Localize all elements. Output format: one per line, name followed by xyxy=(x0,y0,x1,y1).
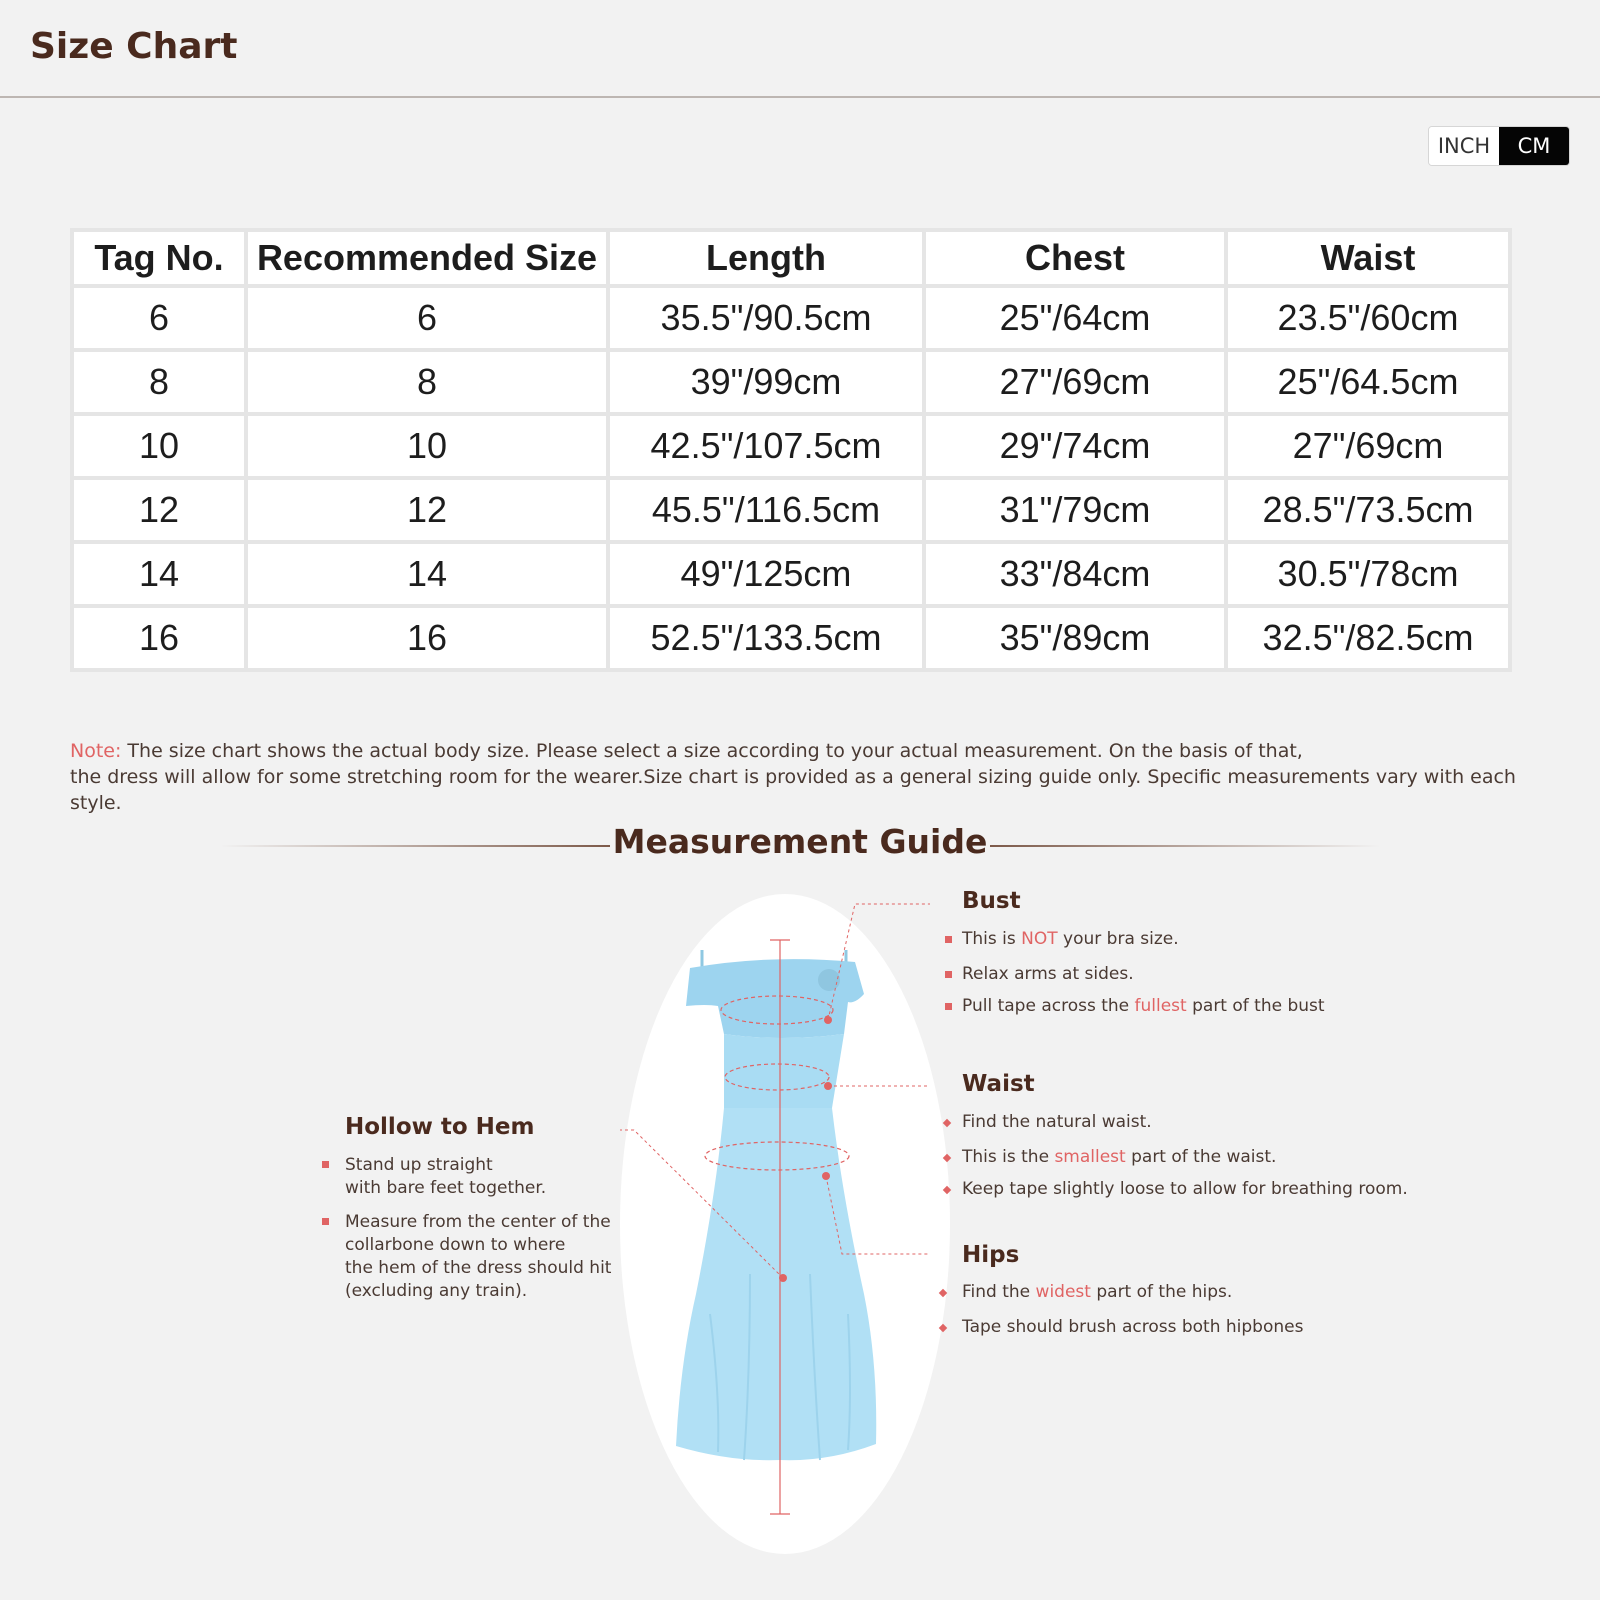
note-line-1: The size chart shows the actual body size. Please select a size according to your actual measurement. On the basis of that, xyxy=(121,740,1303,762)
text-segment: This is the xyxy=(962,1147,1055,1167)
cell-waist: 32.5"/82.5cm xyxy=(1226,606,1510,670)
cell-waist: 23.5"/60cm xyxy=(1226,286,1510,350)
inch-button[interactable]: INCH xyxy=(1429,127,1499,165)
text-line: Stand up straight xyxy=(345,1155,493,1175)
bullet-square-icon xyxy=(322,1161,329,1168)
dress-figure-illustration xyxy=(620,894,950,1574)
cell-waist: 25"/64.5cm xyxy=(1226,350,1510,414)
hips-item-1 xyxy=(962,1281,1232,1304)
text-segment: part of the hips. xyxy=(1090,1282,1233,1302)
header-waist: Waist xyxy=(1226,230,1510,286)
cell-length: 39"/99cm xyxy=(608,350,924,414)
cell-chest: 25"/64cm xyxy=(924,286,1226,350)
cell-length: 35.5"/90.5cm xyxy=(608,286,924,350)
cell-tag-no: 6 xyxy=(72,286,246,350)
cell-length: 42.5"/107.5cm xyxy=(608,414,924,478)
table-row xyxy=(72,542,1510,606)
cell-length: 52.5"/133.5cm xyxy=(608,606,924,670)
bust-item-3 xyxy=(962,995,1325,1018)
cell-waist: 27"/69cm xyxy=(1226,414,1510,478)
table-row xyxy=(72,414,1510,478)
highlight-text: fullest xyxy=(1134,996,1187,1016)
cell-recommended-size: 14 xyxy=(246,542,608,606)
header-recommended-size: Recommended Size xyxy=(246,230,608,286)
waist-item-2 xyxy=(962,1146,1276,1169)
cell-recommended-size: 16 xyxy=(246,606,608,670)
text-segment: Pull tape across the xyxy=(962,996,1135,1016)
text-segment: part of the waist. xyxy=(1125,1147,1277,1167)
highlight-text: smallest xyxy=(1054,1147,1126,1167)
cell-chest: 35"/89cm xyxy=(924,606,1226,670)
page-title: Size Chart xyxy=(30,26,238,67)
note-line-2: the dress will allow for some stretching room for the wearer.Size chart is provided as a general sizing guide only. Specific measurements vary with each style. xyxy=(70,766,1516,814)
text-segment: part of the bust xyxy=(1186,996,1325,1016)
hips-title: Hips xyxy=(962,1242,1020,1268)
measurement-guide-title: Measurement Guide xyxy=(612,822,988,861)
cell-recommended-size: 10 xyxy=(246,414,608,478)
cell-waist: 30.5"/78cm xyxy=(1226,542,1510,606)
bullet-square-icon xyxy=(945,971,952,978)
divider-right xyxy=(990,845,1380,847)
cell-recommended-size: 8 xyxy=(246,350,608,414)
header-tag-no: Tag No. xyxy=(72,230,246,286)
cell-chest: 29"/74cm xyxy=(924,414,1226,478)
table-row xyxy=(72,478,1510,542)
text-segment: your bra size. xyxy=(1057,929,1179,949)
header-length: Length xyxy=(608,230,924,286)
cm-button[interactable]: CM xyxy=(1499,127,1569,165)
hips-item-2: Tape should brush across both hipbones xyxy=(962,1317,1304,1337)
note-label: Note: xyxy=(70,740,122,762)
cell-length: 45.5"/116.5cm xyxy=(608,478,924,542)
bullet-square-icon xyxy=(322,1218,329,1225)
text-line: the hem of the dress should hit xyxy=(345,1258,612,1278)
text-line: Measure from the center of the xyxy=(345,1212,611,1232)
waist-item-3: Keep tape slightly loose to allow for breathing room. xyxy=(962,1179,1408,1199)
text-line: (excluding any train). xyxy=(345,1281,528,1301)
bullet-square-icon xyxy=(945,936,952,943)
page-header xyxy=(0,0,1600,98)
cell-waist: 28.5"/73.5cm xyxy=(1226,478,1510,542)
cell-recommended-size: 12 xyxy=(246,478,608,542)
bust-item-1 xyxy=(962,928,1179,951)
waist-title: Waist xyxy=(962,1071,1035,1097)
hollow-to-hem-title: Hollow to Hem xyxy=(345,1114,535,1140)
bullet-square-icon xyxy=(945,1003,952,1010)
unit-toggle[interactable] xyxy=(1428,126,1570,166)
table-row xyxy=(72,286,1510,350)
bust-item-2: Relax arms at sides. xyxy=(962,964,1134,984)
table-header-row xyxy=(72,230,1510,286)
table-row xyxy=(72,350,1510,414)
size-table xyxy=(70,228,1512,672)
cell-tag-no: 12 xyxy=(72,478,246,542)
size-note xyxy=(70,738,1570,816)
waist-item-1: Find the natural waist. xyxy=(962,1112,1152,1132)
text-line: with bare feet together. xyxy=(345,1178,547,1198)
cell-tag-no: 14 xyxy=(72,542,246,606)
cell-chest: 33"/84cm xyxy=(924,542,1226,606)
text-segment: Find the xyxy=(962,1282,1036,1302)
highlight-text: NOT xyxy=(1021,929,1058,949)
hollow-item-2 xyxy=(345,1211,611,1303)
cell-tag-no: 16 xyxy=(72,606,246,670)
cell-chest: 31"/79cm xyxy=(924,478,1226,542)
table-row xyxy=(72,606,1510,670)
bust-title: Bust xyxy=(962,888,1021,914)
text-segment: This is xyxy=(962,929,1022,949)
cell-chest: 27"/69cm xyxy=(924,350,1226,414)
cell-recommended-size: 6 xyxy=(246,286,608,350)
hollow-item-1 xyxy=(345,1154,546,1200)
cell-tag-no: 10 xyxy=(72,414,246,478)
cell-length: 49"/125cm xyxy=(608,542,924,606)
highlight-text: widest xyxy=(1035,1282,1091,1302)
cell-tag-no: 8 xyxy=(72,350,246,414)
header-chest: Chest xyxy=(924,230,1226,286)
text-line: collarbone down to where xyxy=(345,1235,566,1255)
